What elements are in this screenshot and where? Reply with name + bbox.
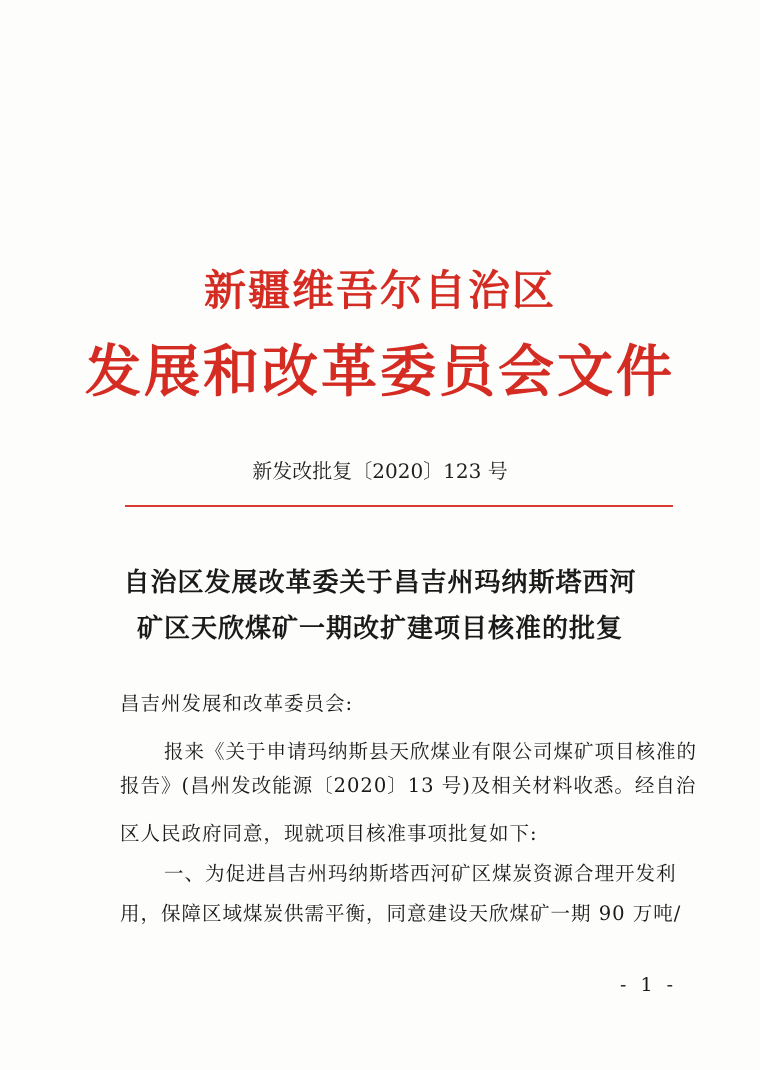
body-line-5: 用，保障区域煤炭供需平衡，同意建设天欣煤矿一期 90 万吨/ [120, 902, 682, 925]
document-number: 新发改批复〔2020〕123 号 [252, 459, 508, 483]
document-title-line2: 矿区天欣煤矿一期改扩建项目核准的批复 [136, 614, 623, 644]
salutation: 昌吉州发展和改革委员会: [120, 692, 354, 715]
body-line-3: 区人民政府同意，现就项目核准事项批复如下: [120, 822, 538, 845]
body-line-4: 一、为促进昌吉州玛纳斯塔西河矿区煤炭资源合理开发利 [164, 862, 677, 885]
page-number: - 1 - [620, 974, 678, 996]
body-line-2: 报告》(昌州发改能源〔2020〕13 号)及相关材料收悉。经自治 [120, 774, 697, 797]
red-divider-line [125, 505, 673, 507]
issuer-name-line2: 发展和改革委员会文件 [85, 339, 675, 405]
body-line-1: 报来《关于申请玛纳斯县天欣煤业有限公司煤矿项目核准的 [164, 740, 698, 763]
document-title-line1: 自治区发展改革委关于昌吉州玛纳斯塔西河 [123, 568, 637, 598]
issuer-name-line1: 新疆维吾尔自治区 [203, 266, 556, 315]
